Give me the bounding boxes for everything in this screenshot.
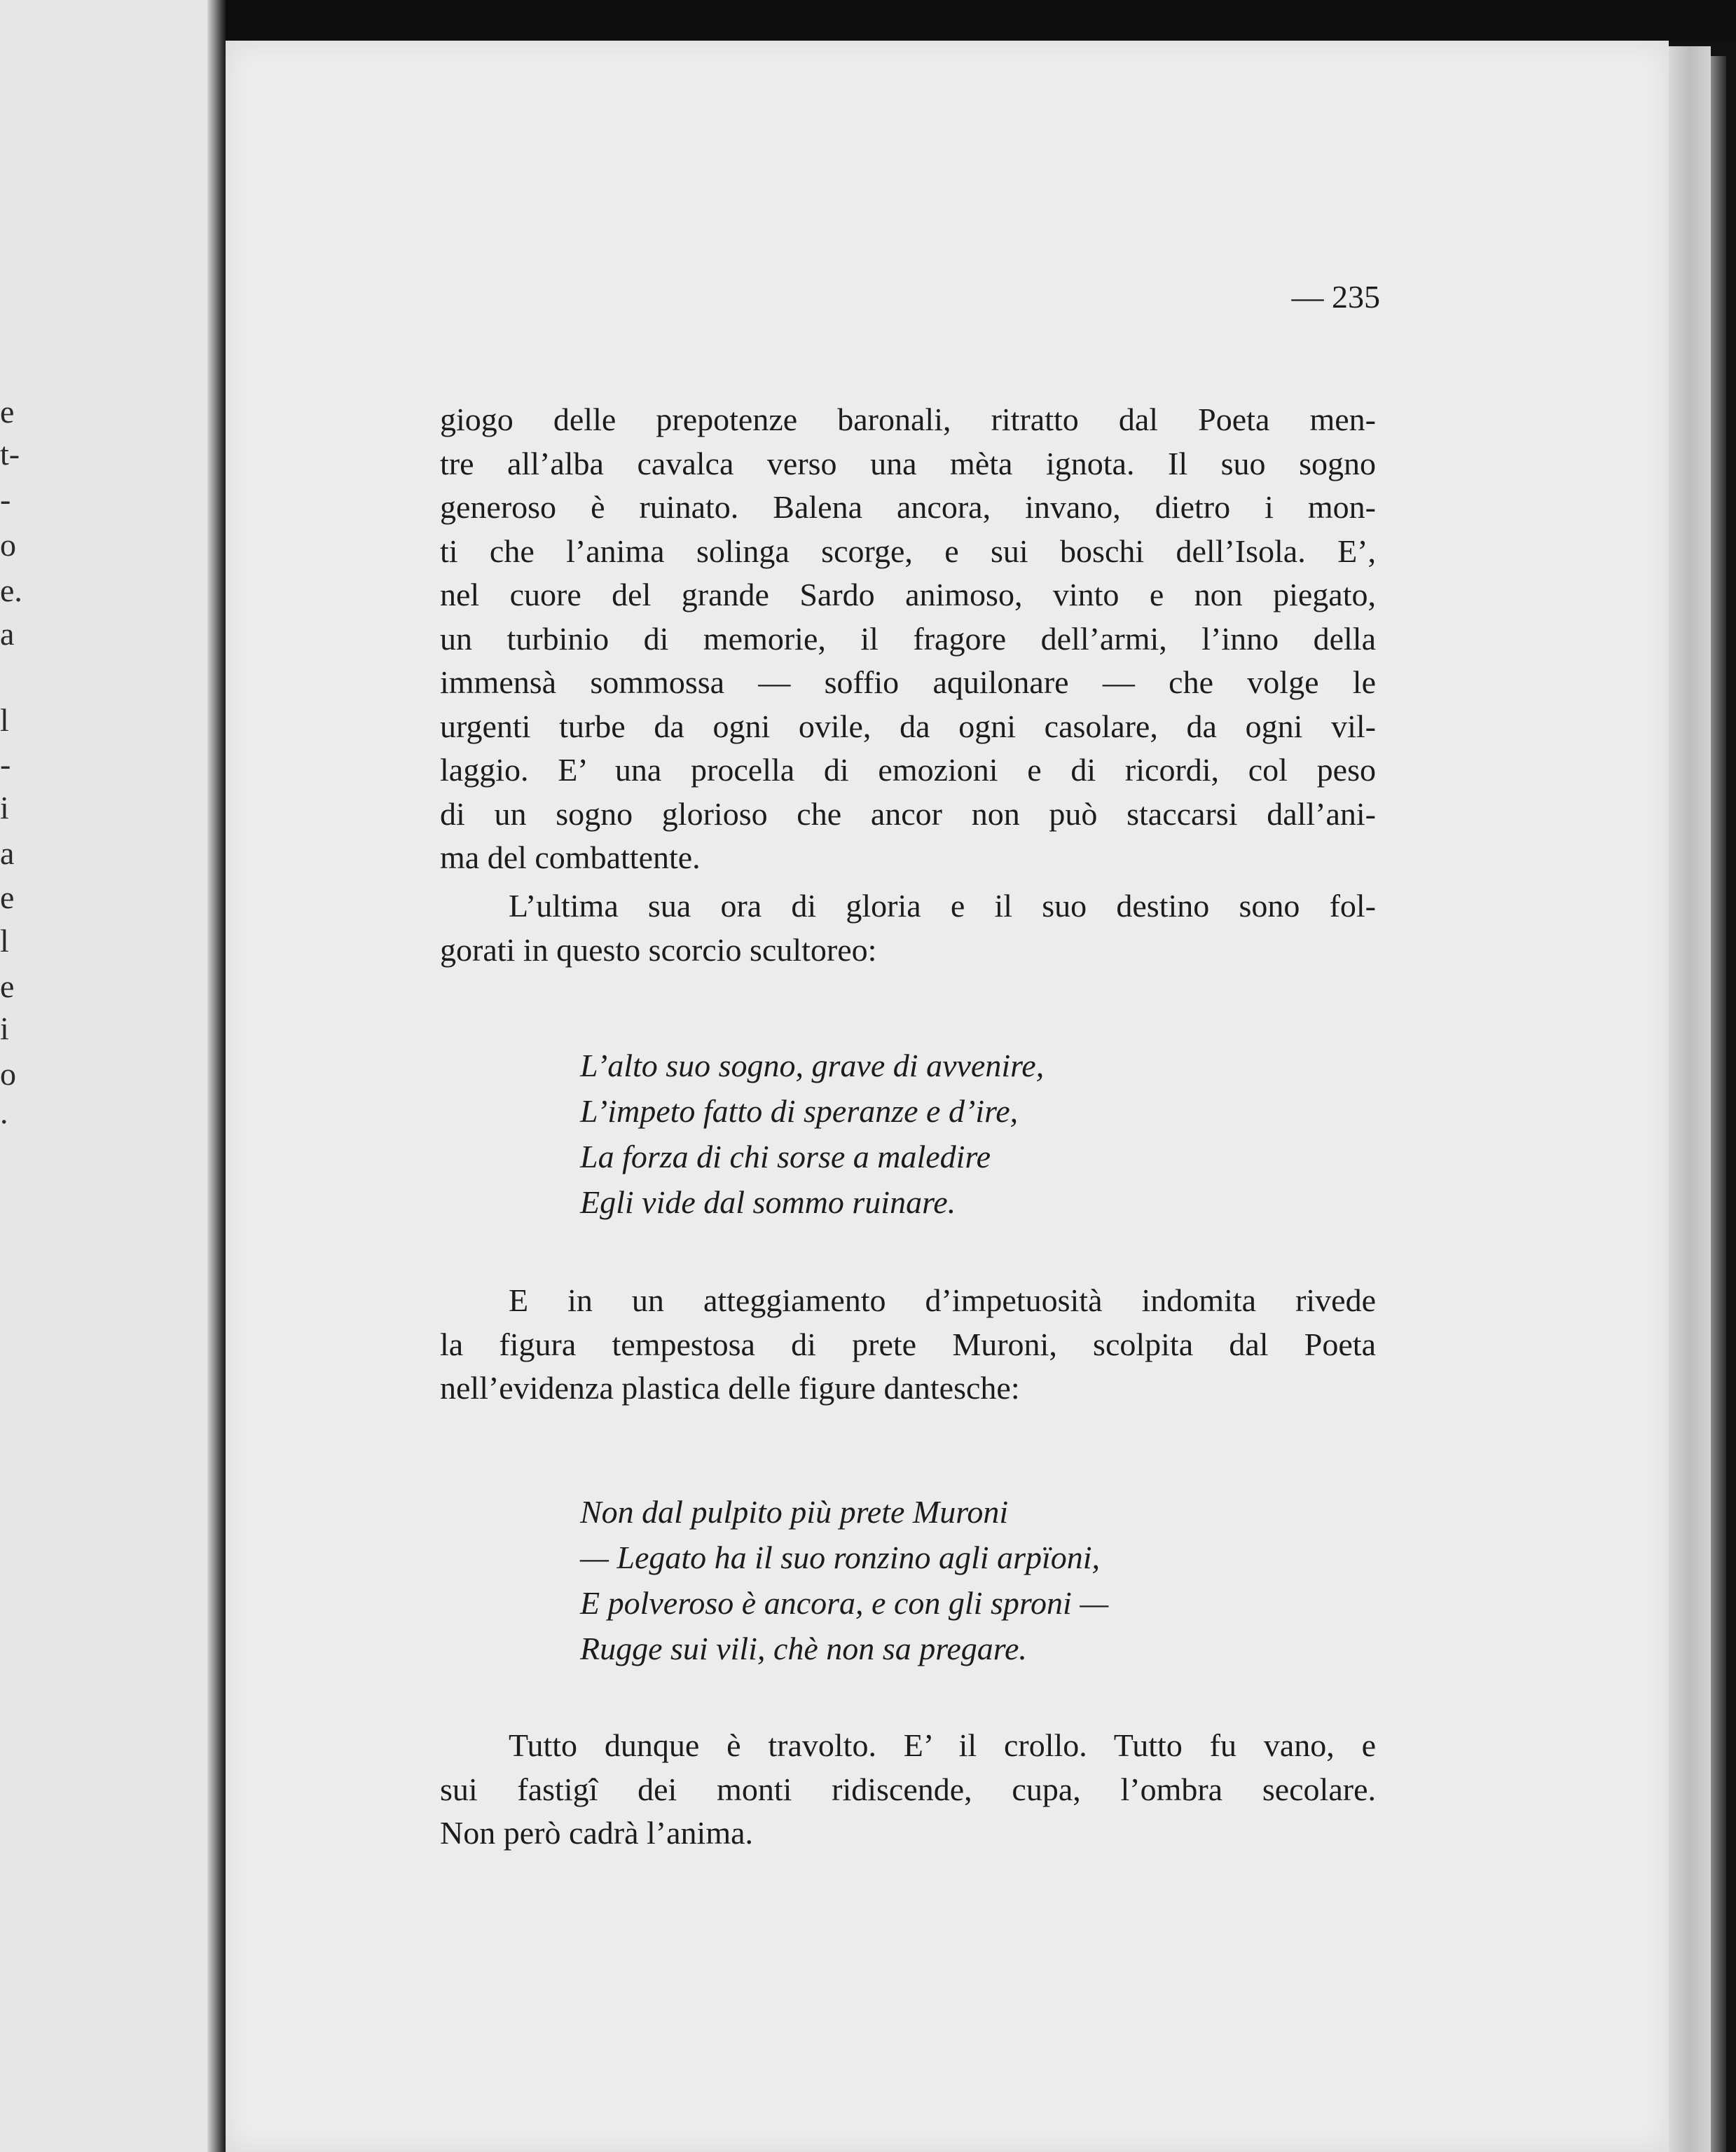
left-page-text-fragment: i [0, 790, 9, 825]
text-line: nel cuore del grande Sardo animoso, vinto e non piegato, [440, 577, 1376, 612]
scan-top-border [0, 0, 1736, 42]
left-page-text-fragment: t- [0, 436, 20, 472]
verse-line: Rugge sui vili, chè non sa pregare. [580, 1631, 1027, 1666]
left-page-text-fragment: e [0, 968, 15, 1004]
text-line: nell’evidenza plastica delle figure dantesche: [440, 1370, 1020, 1406]
left-page-text-fragment: o [0, 527, 16, 563]
paragraph-2 [440, 884, 1376, 972]
text-line: E in un atteggiamento d’impetuosità indomita rivede [509, 1282, 1376, 1318]
left-page-text-fragment: l [0, 923, 9, 959]
text-line: di un sogno glorioso che ancor non può staccarsi dall’ani- [440, 795, 1376, 832]
left-page-text-fragment: e. [0, 573, 22, 608]
text-line: la figura tempestosa di prete Muroni, scolpita dal Poeta [440, 1326, 1376, 1362]
left-page-text-fragment: e [0, 394, 15, 430]
paragraph-1 [440, 398, 1376, 880]
left-page-text-fragment: l [0, 702, 9, 738]
text-line: giogo delle prepotenze baronali, ritratto dal Poeta men- [440, 402, 1376, 437]
page-edge-shadow [1711, 56, 1726, 2152]
verse-line: Egli vide dal sommo ruinare. [580, 1184, 956, 1220]
left-page-text-fragment: a [0, 835, 15, 871]
text-line: ma del combattente. [440, 839, 701, 875]
page-number: — 235 [1291, 279, 1380, 315]
text-line: tre all’alba cavalca verso una mèta ignota. Il suo sogno [440, 445, 1376, 481]
text-line: un turbinio di memorie, il fragore dell’armi, l’inno della [440, 620, 1376, 657]
paragraph-4 [440, 1724, 1376, 1856]
previous-page-fragment [0, 0, 223, 2152]
left-page-text-fragment: a [0, 616, 15, 652]
text-line: laggio. E’ una procella di emozioni e di ricordi, col peso [440, 752, 1376, 788]
left-page-text-fragment: - [0, 481, 11, 517]
left-page-text-fragment: . [0, 1095, 8, 1130]
left-page-text-fragment: e [0, 879, 15, 915]
verse-line: L’impeto fatto di speranze e d’ire, [580, 1093, 1019, 1129]
page-edge [1669, 46, 1711, 2152]
left-page-text-fragment: i [0, 1010, 9, 1046]
verse-line: La forza di chi sorse a maledire [580, 1139, 991, 1174]
text-line: Non però cadrà l’anima. [440, 1815, 754, 1851]
book-gutter [207, 0, 226, 2152]
left-page-text-fragment: o [0, 1056, 16, 1092]
text-line: immensà sommossa — soffio aquilonare — che volge le [440, 664, 1376, 700]
verse-quote-2 [580, 1489, 1108, 1671]
text-line: Tutto dunque è travolto. E’ il crollo. Tutto fu vano, e [509, 1727, 1376, 1763]
verse-quote-1 [580, 1043, 1044, 1225]
left-page-text-fragment: - [0, 746, 11, 782]
verse-line: Non dal pulpito più prete Muroni [580, 1494, 1009, 1530]
verse-line: — Legato ha il suo ronzino agli arpïoni, [580, 1540, 1101, 1575]
text-line: urgenti turbe da ogni ovile, da ogni casolare, da ogni vil- [440, 708, 1376, 744]
text-line: gorati in questo scorcio scultoreo: [440, 931, 877, 968]
text-line: generoso è ruinato. Balena ancora, invano, dietro i mon- [440, 489, 1376, 525]
text-line: L’ultima sua ora di gloria e il suo destino sono fol- [509, 888, 1376, 924]
paragraph-3 [440, 1279, 1376, 1411]
verse-line: E polveroso è ancora, e con gli sproni — [580, 1585, 1109, 1621]
verse-line: L’alto suo sogno, grave di avvenire, [580, 1048, 1045, 1083]
text-line: ti che l’anima solinga scorge, e sui boschi dell’Isola. E’, [440, 533, 1376, 569]
text-line: sui fastigî dei monti ridiscende, cupa, l’ombra secolare. [440, 1771, 1376, 1807]
